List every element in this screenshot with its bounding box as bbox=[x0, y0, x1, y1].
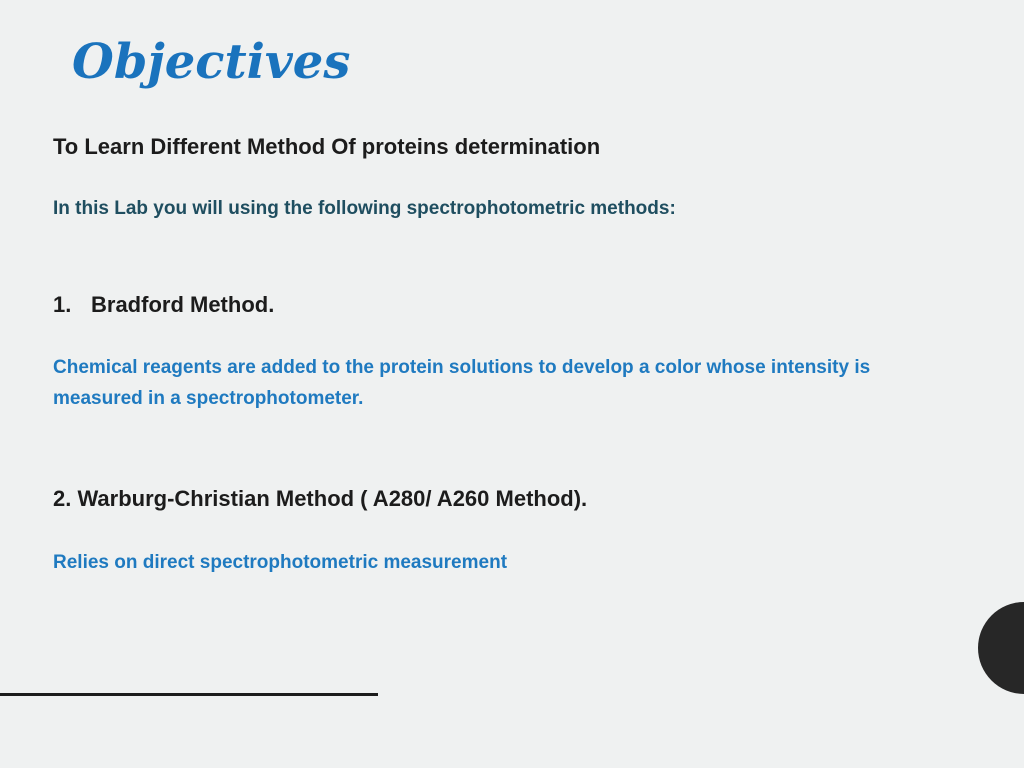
method-2-description: Relies on direct spectrophotometric measurement bbox=[53, 552, 508, 573]
method-1-number: 1. bbox=[53, 292, 72, 317]
method-1-description: Chemical reagents are added to the protein solutions to develop a color whose intensity is measured in a spectrophotometer. bbox=[53, 357, 871, 409]
intro-text: In this Lab you will using the following spectrophotometric methods: bbox=[53, 198, 676, 219]
method-1-name: Bradford Method. bbox=[91, 292, 275, 317]
decorative-divider-line bbox=[0, 693, 378, 696]
method-1-heading bbox=[53, 292, 274, 318]
decorative-circle bbox=[978, 602, 1024, 694]
method-2-heading: 2. Warburg-Christian Method ( A280/ A260 Method). bbox=[53, 486, 588, 511]
slide-subtitle: To Learn Different Method Of proteins determination bbox=[53, 134, 601, 159]
slide-title: Objectives bbox=[72, 34, 351, 90]
